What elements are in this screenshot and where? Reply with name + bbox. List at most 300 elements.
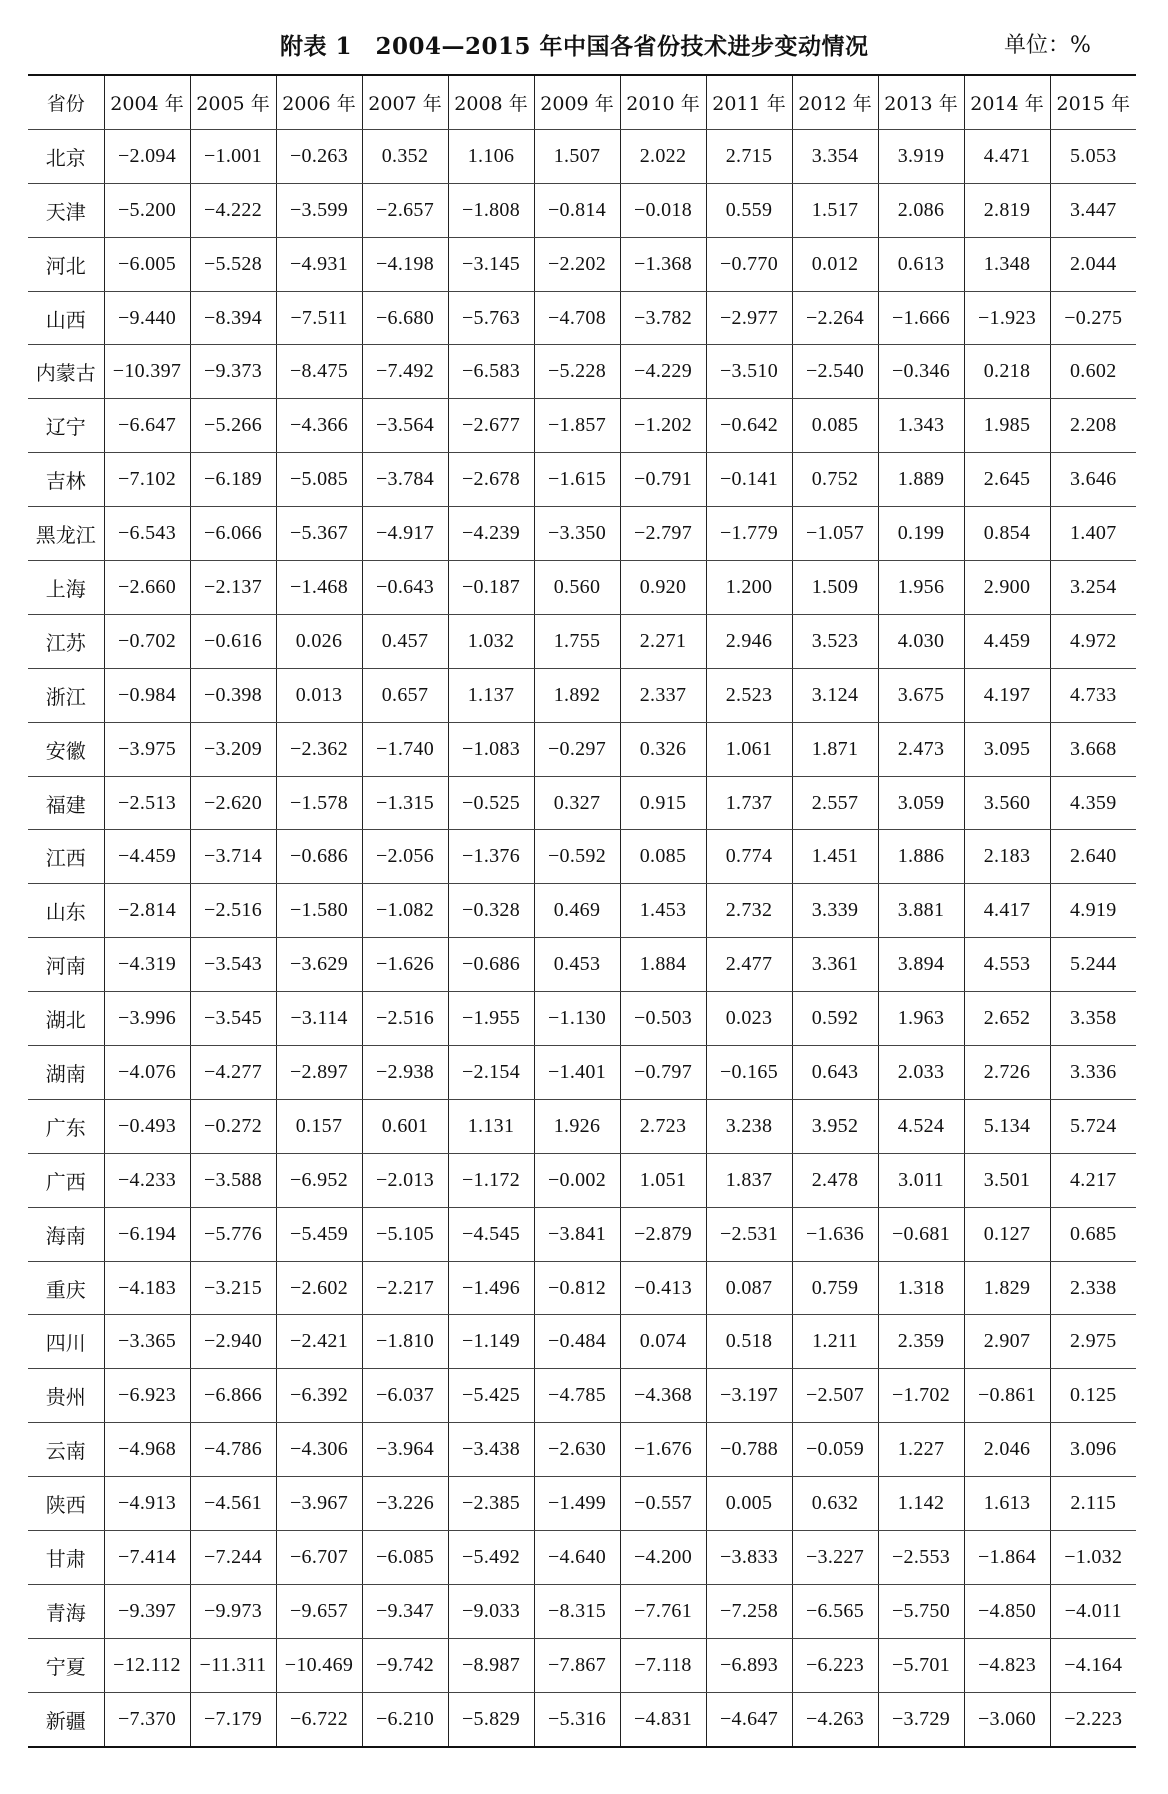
value-cell: −2.223: [1050, 1692, 1136, 1746]
province-cell: 四川: [28, 1315, 104, 1369]
province-cell: 广东: [28, 1099, 104, 1153]
value-cell: −4.708: [534, 291, 620, 345]
value-cell: 0.453: [534, 938, 620, 992]
province-cell: 广西: [28, 1153, 104, 1207]
value-cell: 2.715: [706, 129, 792, 183]
value-cell: 0.074: [620, 1315, 706, 1369]
value-cell: −4.200: [620, 1531, 706, 1585]
value-cell: −2.264: [792, 291, 878, 345]
value-cell: −2.602: [276, 1261, 362, 1315]
value-cell: 0.352: [362, 129, 448, 183]
column-header-year: 2007 年: [362, 75, 448, 129]
value-cell: 0.218: [964, 345, 1050, 399]
value-cell: 2.359: [878, 1315, 964, 1369]
table-row: [28, 884, 1136, 938]
province-cell: 北京: [28, 129, 104, 183]
value-cell: −0.702: [104, 614, 190, 668]
table-row: [28, 129, 1136, 183]
value-cell: −5.763: [448, 291, 534, 345]
table-row: [28, 1477, 1136, 1531]
value-cell: 1.886: [878, 830, 964, 884]
column-header-year: 2006 年: [276, 75, 362, 129]
value-cell: −1.376: [448, 830, 534, 884]
table-row: [28, 1638, 1136, 1692]
value-cell: −2.678: [448, 453, 534, 507]
value-cell: −1.864: [964, 1531, 1050, 1585]
value-cell: −4.368: [620, 1369, 706, 1423]
province-cell: 山西: [28, 291, 104, 345]
table-row: [28, 291, 1136, 345]
value-cell: −5.528: [190, 237, 276, 291]
value-cell: −1.499: [534, 1477, 620, 1531]
value-cell: −6.392: [276, 1369, 362, 1423]
province-cell: 湖北: [28, 992, 104, 1046]
table-row: [28, 776, 1136, 830]
value-cell: 0.518: [706, 1315, 792, 1369]
value-cell: −6.952: [276, 1153, 362, 1207]
table-row: [28, 507, 1136, 561]
value-cell: 2.478: [792, 1153, 878, 1207]
column-header-year: 2005 年: [190, 75, 276, 129]
value-cell: 4.972: [1050, 614, 1136, 668]
value-cell: 0.643: [792, 1046, 878, 1100]
value-cell: −2.154: [448, 1046, 534, 1100]
value-cell: −6.223: [792, 1638, 878, 1692]
value-cell: −0.797: [620, 1046, 706, 1100]
value-cell: −1.676: [620, 1423, 706, 1477]
value-cell: −3.145: [448, 237, 534, 291]
value-cell: 0.752: [792, 453, 878, 507]
value-cell: 1.926: [534, 1099, 620, 1153]
value-cell: 0.560: [534, 561, 620, 615]
value-cell: −1.149: [448, 1315, 534, 1369]
value-cell: −2.056: [362, 830, 448, 884]
value-cell: 0.157: [276, 1099, 362, 1153]
value-cell: −1.057: [792, 507, 878, 561]
table-row: [28, 1153, 1136, 1207]
value-cell: −7.370: [104, 1692, 190, 1746]
value-cell: −7.118: [620, 1638, 706, 1692]
title-bar: [0, 0, 1168, 72]
value-cell: −3.545: [190, 992, 276, 1046]
value-cell: −2.657: [362, 183, 448, 237]
value-cell: −3.543: [190, 938, 276, 992]
column-header-year: 2008 年: [448, 75, 534, 129]
value-cell: −6.583: [448, 345, 534, 399]
value-cell: 3.560: [964, 776, 1050, 830]
value-cell: −6.866: [190, 1369, 276, 1423]
value-cell: 0.326: [620, 722, 706, 776]
value-cell: 1.227: [878, 1423, 964, 1477]
value-cell: −4.239: [448, 507, 534, 561]
value-cell: −9.657: [276, 1584, 362, 1638]
value-cell: −4.647: [706, 1692, 792, 1746]
value-cell: 0.087: [706, 1261, 792, 1315]
value-cell: −1.083: [448, 722, 534, 776]
value-cell: 3.361: [792, 938, 878, 992]
value-cell: 5.724: [1050, 1099, 1136, 1153]
value-cell: −3.114: [276, 992, 362, 1046]
value-cell: 3.358: [1050, 992, 1136, 1046]
province-cell: 天津: [28, 183, 104, 237]
value-cell: −8.475: [276, 345, 362, 399]
value-cell: 1.507: [534, 129, 620, 183]
value-cell: 2.115: [1050, 1477, 1136, 1531]
value-cell: −1.401: [534, 1046, 620, 1100]
province-cell: 海南: [28, 1207, 104, 1261]
value-cell: −3.438: [448, 1423, 534, 1477]
value-cell: −3.784: [362, 453, 448, 507]
table-row: [28, 237, 1136, 291]
value-cell: −1.923: [964, 291, 1050, 345]
value-cell: −2.897: [276, 1046, 362, 1100]
value-cell: −2.660: [104, 561, 190, 615]
value-cell: −4.786: [190, 1423, 276, 1477]
value-cell: −5.492: [448, 1531, 534, 1585]
value-cell: 5.053: [1050, 129, 1136, 183]
value-cell: 1.348: [964, 237, 1050, 291]
value-cell: −3.964: [362, 1423, 448, 1477]
value-cell: 0.915: [620, 776, 706, 830]
value-cell: −7.867: [534, 1638, 620, 1692]
value-cell: −5.459: [276, 1207, 362, 1261]
value-cell: −6.923: [104, 1369, 190, 1423]
province-cell: 湖南: [28, 1046, 104, 1100]
province-cell: 宁夏: [28, 1638, 104, 1692]
value-cell: −0.272: [190, 1099, 276, 1153]
value-cell: −2.421: [276, 1315, 362, 1369]
table-row: [28, 399, 1136, 453]
value-cell: −4.222: [190, 183, 276, 237]
value-cell: −4.319: [104, 938, 190, 992]
value-cell: 1.032: [448, 614, 534, 668]
value-cell: −6.543: [104, 507, 190, 561]
value-cell: −7.102: [104, 453, 190, 507]
value-cell: −3.215: [190, 1261, 276, 1315]
value-cell: −1.626: [362, 938, 448, 992]
value-cell: −0.187: [448, 561, 534, 615]
value-cell: −2.531: [706, 1207, 792, 1261]
value-cell: 4.197: [964, 668, 1050, 722]
value-cell: 2.477: [706, 938, 792, 992]
value-cell: 1.453: [620, 884, 706, 938]
value-cell: −4.277: [190, 1046, 276, 1100]
value-cell: 3.894: [878, 938, 964, 992]
value-cell: −0.328: [448, 884, 534, 938]
value-cell: 0.632: [792, 1477, 878, 1531]
value-cell: −4.076: [104, 1046, 190, 1100]
value-cell: −2.507: [792, 1369, 878, 1423]
value-cell: −4.233: [104, 1153, 190, 1207]
table-row: [28, 1369, 1136, 1423]
value-cell: −9.397: [104, 1584, 190, 1638]
value-cell: 0.457: [362, 614, 448, 668]
value-cell: −3.510: [706, 345, 792, 399]
value-cell: −1.810: [362, 1315, 448, 1369]
value-cell: −3.833: [706, 1531, 792, 1585]
column-header-year: 2009 年: [534, 75, 620, 129]
value-cell: −1.779: [706, 507, 792, 561]
province-cell: 甘肃: [28, 1531, 104, 1585]
value-cell: −0.984: [104, 668, 190, 722]
value-cell: −0.503: [620, 992, 706, 1046]
column-header-year: 2004 年: [104, 75, 190, 129]
value-cell: −0.791: [620, 453, 706, 507]
value-cell: 3.919: [878, 129, 964, 183]
table-row: [28, 992, 1136, 1046]
table-row: [28, 183, 1136, 237]
value-cell: 4.459: [964, 614, 1050, 668]
value-cell: −5.085: [276, 453, 362, 507]
value-cell: −1.740: [362, 722, 448, 776]
value-cell: 3.447: [1050, 183, 1136, 237]
province-cell: 云南: [28, 1423, 104, 1477]
value-cell: −1.496: [448, 1261, 534, 1315]
value-cell: 1.871: [792, 722, 878, 776]
value-cell: 2.723: [620, 1099, 706, 1153]
value-cell: −3.996: [104, 992, 190, 1046]
province-cell: 山东: [28, 884, 104, 938]
value-cell: 1.985: [964, 399, 1050, 453]
value-cell: 1.956: [878, 561, 964, 615]
value-cell: −2.362: [276, 722, 362, 776]
value-cell: 3.646: [1050, 453, 1136, 507]
value-cell: 0.023: [706, 992, 792, 1046]
value-cell: 2.183: [964, 830, 1050, 884]
table-row: [28, 1046, 1136, 1100]
value-cell: −2.137: [190, 561, 276, 615]
table-row: [28, 1423, 1136, 1477]
unit-label: 单位：%: [1004, 33, 1091, 58]
value-cell: 1.755: [534, 614, 620, 668]
value-cell: −4.198: [362, 237, 448, 291]
value-cell: −9.742: [362, 1638, 448, 1692]
table-row: [28, 722, 1136, 776]
value-cell: −6.037: [362, 1369, 448, 1423]
value-cell: −5.367: [276, 507, 362, 561]
value-cell: −4.306: [276, 1423, 362, 1477]
value-cell: −1.580: [276, 884, 362, 938]
value-cell: −6.066: [190, 507, 276, 561]
value-cell: −7.179: [190, 1692, 276, 1746]
value-cell: −4.931: [276, 237, 362, 291]
value-cell: −0.297: [534, 722, 620, 776]
value-cell: −7.511: [276, 291, 362, 345]
value-cell: −4.640: [534, 1531, 620, 1585]
table-row: [28, 1207, 1136, 1261]
value-cell: −4.913: [104, 1477, 190, 1531]
value-cell: −2.217: [362, 1261, 448, 1315]
value-cell: −4.968: [104, 1423, 190, 1477]
value-cell: 0.026: [276, 614, 362, 668]
value-cell: −2.630: [534, 1423, 620, 1477]
value-cell: −0.642: [706, 399, 792, 453]
value-cell: 2.523: [706, 668, 792, 722]
value-cell: −1.808: [448, 183, 534, 237]
value-cell: 0.085: [620, 830, 706, 884]
value-cell: −3.226: [362, 1477, 448, 1531]
value-cell: −0.616: [190, 614, 276, 668]
value-cell: 3.095: [964, 722, 1050, 776]
province-cell: 陕西: [28, 1477, 104, 1531]
value-cell: 1.131: [448, 1099, 534, 1153]
value-cell: −10.397: [104, 345, 190, 399]
value-cell: 4.524: [878, 1099, 964, 1153]
table-header: [28, 75, 1136, 129]
value-cell: −4.229: [620, 345, 706, 399]
value-cell: 0.601: [362, 1099, 448, 1153]
value-cell: −4.011: [1050, 1584, 1136, 1638]
value-cell: 0.327: [534, 776, 620, 830]
value-cell: −5.425: [448, 1369, 534, 1423]
province-cell: 辽宁: [28, 399, 104, 453]
value-cell: 2.557: [792, 776, 878, 830]
province-cell: 吉林: [28, 453, 104, 507]
value-cell: 0.469: [534, 884, 620, 938]
value-cell: −9.440: [104, 291, 190, 345]
value-cell: 2.819: [964, 183, 1050, 237]
value-cell: −9.973: [190, 1584, 276, 1638]
value-cell: −0.413: [620, 1261, 706, 1315]
value-cell: 2.473: [878, 722, 964, 776]
value-cell: 5.244: [1050, 938, 1136, 992]
value-cell: −8.987: [448, 1638, 534, 1692]
value-cell: 0.592: [792, 992, 878, 1046]
value-cell: −3.227: [792, 1531, 878, 1585]
value-cell: −0.263: [276, 129, 362, 183]
value-cell: 3.354: [792, 129, 878, 183]
value-cell: −6.707: [276, 1531, 362, 1585]
value-cell: 4.417: [964, 884, 1050, 938]
value-cell: 2.033: [878, 1046, 964, 1100]
value-cell: 0.199: [878, 507, 964, 561]
value-cell: −2.202: [534, 237, 620, 291]
value-cell: 1.613: [964, 1477, 1050, 1531]
province-cell: 安徽: [28, 722, 104, 776]
table-row: [28, 1692, 1136, 1746]
column-header-year: 2015 年: [1050, 75, 1136, 129]
value-cell: −4.850: [964, 1584, 1050, 1638]
value-cell: −3.209: [190, 722, 276, 776]
province-cell: 江西: [28, 830, 104, 884]
province-cell: 重庆: [28, 1261, 104, 1315]
value-cell: −0.398: [190, 668, 276, 722]
value-cell: 2.640: [1050, 830, 1136, 884]
value-cell: 3.501: [964, 1153, 1050, 1207]
value-cell: 0.657: [362, 668, 448, 722]
table-row: [28, 614, 1136, 668]
province-cell: 新疆: [28, 1692, 104, 1746]
province-cell: 河北: [28, 237, 104, 291]
value-cell: 2.907: [964, 1315, 1050, 1369]
value-cell: −2.516: [362, 992, 448, 1046]
value-cell: 3.254: [1050, 561, 1136, 615]
value-cell: 0.759: [792, 1261, 878, 1315]
province-cell: 河南: [28, 938, 104, 992]
value-cell: −5.829: [448, 1692, 534, 1746]
value-cell: 2.022: [620, 129, 706, 183]
value-cell: 5.134: [964, 1099, 1050, 1153]
value-cell: −4.164: [1050, 1638, 1136, 1692]
value-cell: −1.578: [276, 776, 362, 830]
value-cell: −1.666: [878, 291, 964, 345]
value-cell: −1.702: [878, 1369, 964, 1423]
value-cell: 2.086: [878, 183, 964, 237]
value-cell: −3.975: [104, 722, 190, 776]
value-cell: −6.647: [104, 399, 190, 453]
value-cell: 2.975: [1050, 1315, 1136, 1369]
value-cell: −3.714: [190, 830, 276, 884]
value-cell: −0.643: [362, 561, 448, 615]
value-cell: −1.315: [362, 776, 448, 830]
value-cell: 0.854: [964, 507, 1050, 561]
value-cell: −3.729: [878, 1692, 964, 1746]
value-cell: 3.011: [878, 1153, 964, 1207]
value-cell: −4.561: [190, 1477, 276, 1531]
value-cell: −2.879: [620, 1207, 706, 1261]
table-row: [28, 668, 1136, 722]
value-cell: 1.829: [964, 1261, 1050, 1315]
province-cell: 浙江: [28, 668, 104, 722]
value-cell: −2.940: [190, 1315, 276, 1369]
value-cell: −2.094: [104, 129, 190, 183]
value-cell: −4.785: [534, 1369, 620, 1423]
value-cell: −2.797: [620, 507, 706, 561]
column-header-province: 省份: [28, 75, 104, 129]
value-cell: −0.681: [878, 1207, 964, 1261]
value-cell: −2.513: [104, 776, 190, 830]
value-cell: −6.680: [362, 291, 448, 345]
value-cell: −1.857: [534, 399, 620, 453]
value-cell: 3.336: [1050, 1046, 1136, 1100]
value-cell: −6.085: [362, 1531, 448, 1585]
value-cell: 1.142: [878, 1477, 964, 1531]
province-cell: 上海: [28, 561, 104, 615]
value-cell: −2.677: [448, 399, 534, 453]
value-cell: 2.645: [964, 453, 1050, 507]
value-cell: 3.096: [1050, 1423, 1136, 1477]
value-cell: −0.002: [534, 1153, 620, 1207]
value-cell: −9.033: [448, 1584, 534, 1638]
value-cell: −3.564: [362, 399, 448, 453]
value-cell: −5.776: [190, 1207, 276, 1261]
table-row: [28, 1315, 1136, 1369]
value-cell: −5.701: [878, 1638, 964, 1692]
value-cell: 1.509: [792, 561, 878, 615]
value-cell: 2.652: [964, 992, 1050, 1046]
value-cell: 3.675: [878, 668, 964, 722]
value-cell: 2.946: [706, 614, 792, 668]
value-cell: 0.559: [706, 183, 792, 237]
value-cell: −5.316: [534, 1692, 620, 1746]
value-cell: 2.046: [964, 1423, 1050, 1477]
value-cell: −4.823: [964, 1638, 1050, 1692]
value-cell: 3.124: [792, 668, 878, 722]
value-cell: −1.468: [276, 561, 362, 615]
value-cell: 1.061: [706, 722, 792, 776]
table-row: [28, 1099, 1136, 1153]
value-cell: −9.347: [362, 1584, 448, 1638]
table-row: [28, 1584, 1136, 1638]
value-cell: −0.686: [276, 830, 362, 884]
value-cell: 0.613: [878, 237, 964, 291]
value-cell: 1.837: [706, 1153, 792, 1207]
value-cell: −1.082: [362, 884, 448, 938]
value-cell: −6.722: [276, 1692, 362, 1746]
value-cell: 1.963: [878, 992, 964, 1046]
value-cell: 2.337: [620, 668, 706, 722]
value-cell: −1.032: [1050, 1531, 1136, 1585]
